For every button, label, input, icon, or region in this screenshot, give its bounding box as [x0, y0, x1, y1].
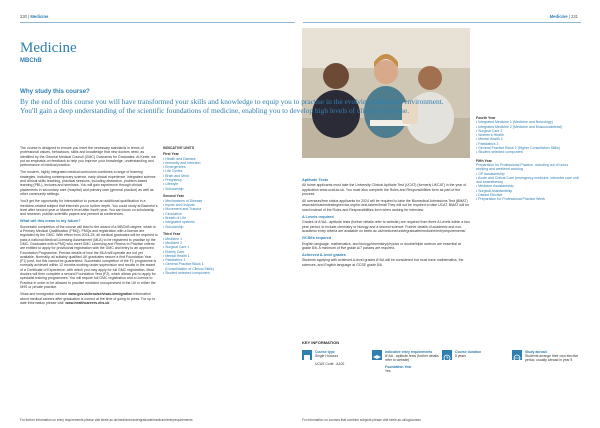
units-second-year [163, 194, 283, 228]
unit-item: • General Practice Block 1 [163, 262, 204, 267]
indicative-units-heading: INDICATIVE UNITS [163, 146, 195, 150]
unit-item: • Emergencies [163, 165, 186, 170]
year-title: Second Year [163, 194, 184, 199]
year-title: Fourth Year [476, 116, 496, 120]
unit-item: • Medicine Assistantship [476, 184, 514, 189]
unit-item: • Movement and Trauma [163, 207, 202, 212]
unit-item: • Medicine 2 [163, 240, 183, 245]
unit-item: • Women's Health [476, 133, 504, 138]
unit-item: • Surgical Care 1 [163, 245, 190, 250]
year-title: Fifth Year [476, 158, 492, 163]
description-paragraph: The modern, highly integrated medical curriculum combines a range of learning strategies, including contemporary science, early clinical experience, integrated science and clinical skills teaching, practical sessions, including dissection, problem-based learning (PBL), lectures and seminars. You will gain experience through clinical placements in secondary care (hospital) and primary care (general practice) as well as other community settings. [20, 170, 156, 196]
unit-item: • Student selected component [163, 271, 210, 276]
unit-item: • Mechanisms of Disease [163, 198, 203, 203]
aptitude-tests-text: All home applicants must take the University Clinical Aptitude Test (UCAT) (formerly UKCAT) in the year of application www.ucat.ac.uk. You must also complete the Roles and Responsibilities form as part of the process. [302, 183, 467, 196]
entry-requirements-column [302, 178, 470, 270]
graduation-cap-icon [372, 350, 382, 360]
key-info-course-type: Course type Single Honours UCAS Code - A100 [302, 350, 368, 394]
unit-item: • Integrated Medicine 2 (Medicine and Musculoskeletal) [476, 124, 562, 129]
page-header-right: Medicine | 231 [549, 14, 578, 19]
unit-item: Preparation for Professional Practice, including out of hours working and weekend working [476, 162, 569, 172]
page-number-left: 230 [20, 14, 27, 19]
gcse-text: English language, mathematics, and biology/chemistry/physics or double/triple science are essential at grade 8/6. A minimum of five grade A/7 passes are required. [302, 241, 461, 250]
future-heading: What will this mean to my future? [20, 219, 81, 224]
unit-item: • Preparation for Professional Practice Week [476, 197, 546, 202]
unit-item: • Lifestyle [163, 182, 179, 187]
page-header-left: 230 | Medicine [20, 14, 49, 19]
achieved-a-level-text: Students applying with achieved A-level grades A*AA will be considered but must have mathematics, the sciences, and English language at GCSE grade 8/6. [302, 258, 464, 267]
description-paragraph: The course is designed to ensure you meet the necessary standards in terms of professional values, behaviours, skills and knowledge that new doctors need, as identified by the General Medical Council (GMC) Outcomes for Graduates. At Keele, we put an emphasis on feedback to help you improve your knowledge, understanding and performance of medical practice. [20, 146, 156, 168]
later-years-column [476, 116, 580, 202]
unit-item: • Integrated systems [163, 220, 195, 225]
a-levels-text: Grades of A*AA - aptitude tests (further details refer to website) are required from three A Levels within a two year period, to include chemistry or biology and a second science. Further details of academic and non-academic entry criteria are available on keele.ac.uk/medicine/undergraduate/medicine/entryrequirements/ [302, 220, 470, 233]
why-study-section [20, 88, 460, 116]
year-title: First Year [163, 152, 179, 157]
unit-item: • Integrated Medicine 1 (Medicine and Neurology) [476, 120, 553, 125]
overseas-applicants-text: All overseas/free status applicants for 2024 will be required to take the Biomedical Admissions Test (BMAT) www.admissionstestingservice.org/for-test-takers/bmat They will not be required to take UCAT. BMAT will be used instead of the Roles and Responsibilities form when ranking for interview. [302, 199, 470, 212]
header-divider-left [20, 22, 295, 23]
unit-item: • Surgical Care 2 [476, 128, 503, 133]
visa-paragraph: Visas and immigration website www.gov.uk/browse/visas-immigration Information about medical careers after graduation is correct at the time of going to press. For up to date information please visit: www.healthcareers.nhs.uk [20, 292, 156, 305]
unit-item: • General Practice Block 2 (Higher Consultation Skills) [476, 146, 560, 151]
page-title: Medicine [20, 40, 77, 56]
unit-item: • Student selected component [476, 150, 523, 155]
section-name-right: Medicine [549, 14, 568, 19]
achieved-a-level-heading: Achieved A-level grades [302, 253, 346, 258]
why-study-heading: Why study this course? [20, 88, 90, 95]
globe-icon [512, 350, 522, 360]
unit-item: • Brain and Mind [163, 173, 189, 178]
unit-item: • GP Assistantship [476, 171, 505, 176]
unit-item: • Pregnancy [163, 178, 182, 183]
unit-item: • Breath of Life [163, 215, 187, 220]
key-info-entry-requirements: Indicative entry requirements A*AA - aptitude tests (further details refer to website) Foundation Year Yes [372, 350, 438, 394]
unit-item: • Life Cycles [163, 169, 183, 174]
book-icon [302, 350, 312, 360]
footer-right: For information on courses that combine subjects please visit keele.ac.uk/ugcourses [302, 418, 421, 422]
unit-item: • Distant Elective [476, 193, 503, 198]
unit-item: • Acute and Critical Care (emergency medicine, intensive care unit and anaesthesia) [476, 175, 579, 185]
clock-icon [442, 350, 452, 360]
degree-subtitle: MBChB [20, 58, 42, 64]
healthcareers-link[interactable]: www.healthcareers.nhs.uk [65, 300, 110, 305]
description-paragraph: You'll get the opportunity for intercalation to pursue an additional qualification in a medicine-related subject that interests you in further depth. You could study at Bachelor's level after second year or Master's level after fourth year. You can focus on scholarship and research, publish scientific papers and present at conferences. [20, 199, 158, 217]
course-description-column [20, 146, 158, 308]
future-paragraph: Successful completion of the course will lead to the award of a MBChB degree, which is a Primary Medical Qualification (PMQ). PMQs and registration with a licence are regulated by the GMC. With effect from 2024-25, all medical graduates will be required to pass a national Medical Licensing Assessment (MLA) to be registered to practise by the GMC. Graduates with a PMQ who meet GMC Licensing and Fitness to Practise criteria are entitled to apply for provisional registration with the GMC and entry to an approved Foundation Programme. Precise details of how the MLA will operate are not yet available. Normally, all suitably qualified UK graduates secure a first Foundation Year (F1) post, but this cannot be guaranteed. Successful completion of the F1 programme is normally achieved within 12 months working under supervision and results in the award of a Certificate of Experience, with which you may apply for full GMC registration. Most doctors will then complete a second Foundation Year (F2), which allows you to apply for specialist training programmes. You will require full GMC registration and a Licence to Practise in order to be allowed to practise medicine unsupervised in the UK in either the NHS or private practice. [20, 224, 158, 289]
unit-item: • Paediatrics 1 [163, 258, 186, 263]
key-information [302, 340, 581, 373]
indicative-units-column [163, 146, 283, 279]
header-divider-right [303, 22, 581, 23]
year-title: Third Year [163, 232, 181, 237]
unit-item: • Surgical Assistantship [476, 188, 513, 193]
unit-item: • Scholarship [163, 186, 184, 191]
footer-left: For further information on entry requirements please visit keele.ac.uk/medicine/undergraduate/medicine/entryrequirements [20, 418, 193, 422]
a-levels-heading: A Levels required [302, 215, 334, 220]
units-third-year [163, 232, 283, 275]
unit-item: • Scholarship [163, 224, 184, 229]
page-number-right: 231 [571, 14, 578, 19]
aptitude-tests-heading: Aptitude Tests [302, 178, 329, 182]
key-information-heading: KEY INFORMATION [302, 340, 340, 345]
unit-item: • Circulation [163, 211, 182, 216]
unit-item: • Paediatrics 2 [476, 141, 499, 146]
unit-item: • Inputs and Outputs [163, 203, 195, 208]
why-study-text: By the end of this course you will have transformed your skills and knowledge to equip you to practise in the evolving healthcare environment. You'll gain a deep understanding of the scientific foundations of medicine, enabling you to develop high levels of clinical expertise. [20, 97, 444, 115]
key-info-course-duration: Course duration 5 years [442, 350, 508, 394]
unit-item: • Immunity and Infection [163, 160, 201, 165]
unit-item: • Elderly Care [163, 249, 185, 254]
gcse-heading: GCSEs required [302, 236, 332, 241]
key-info-study-abroad: Study abroad Students arrange their own elective period, usually abroad in year 5 [512, 350, 578, 394]
units-first-year [163, 152, 283, 191]
unit-item: • Health and Disease [163, 156, 196, 161]
visas-link[interactable]: www.gov.uk/browse/visas-immigration [68, 292, 133, 297]
section-name-left: Medicine [30, 14, 49, 19]
unit-item: • Medicine 1 [163, 236, 183, 241]
unit-item: • Mental Health 2 [476, 137, 503, 142]
unit-item: • Mental Health 1 [163, 253, 190, 258]
unit-item: (Consolidation of Clinical Skills) [164, 266, 214, 271]
